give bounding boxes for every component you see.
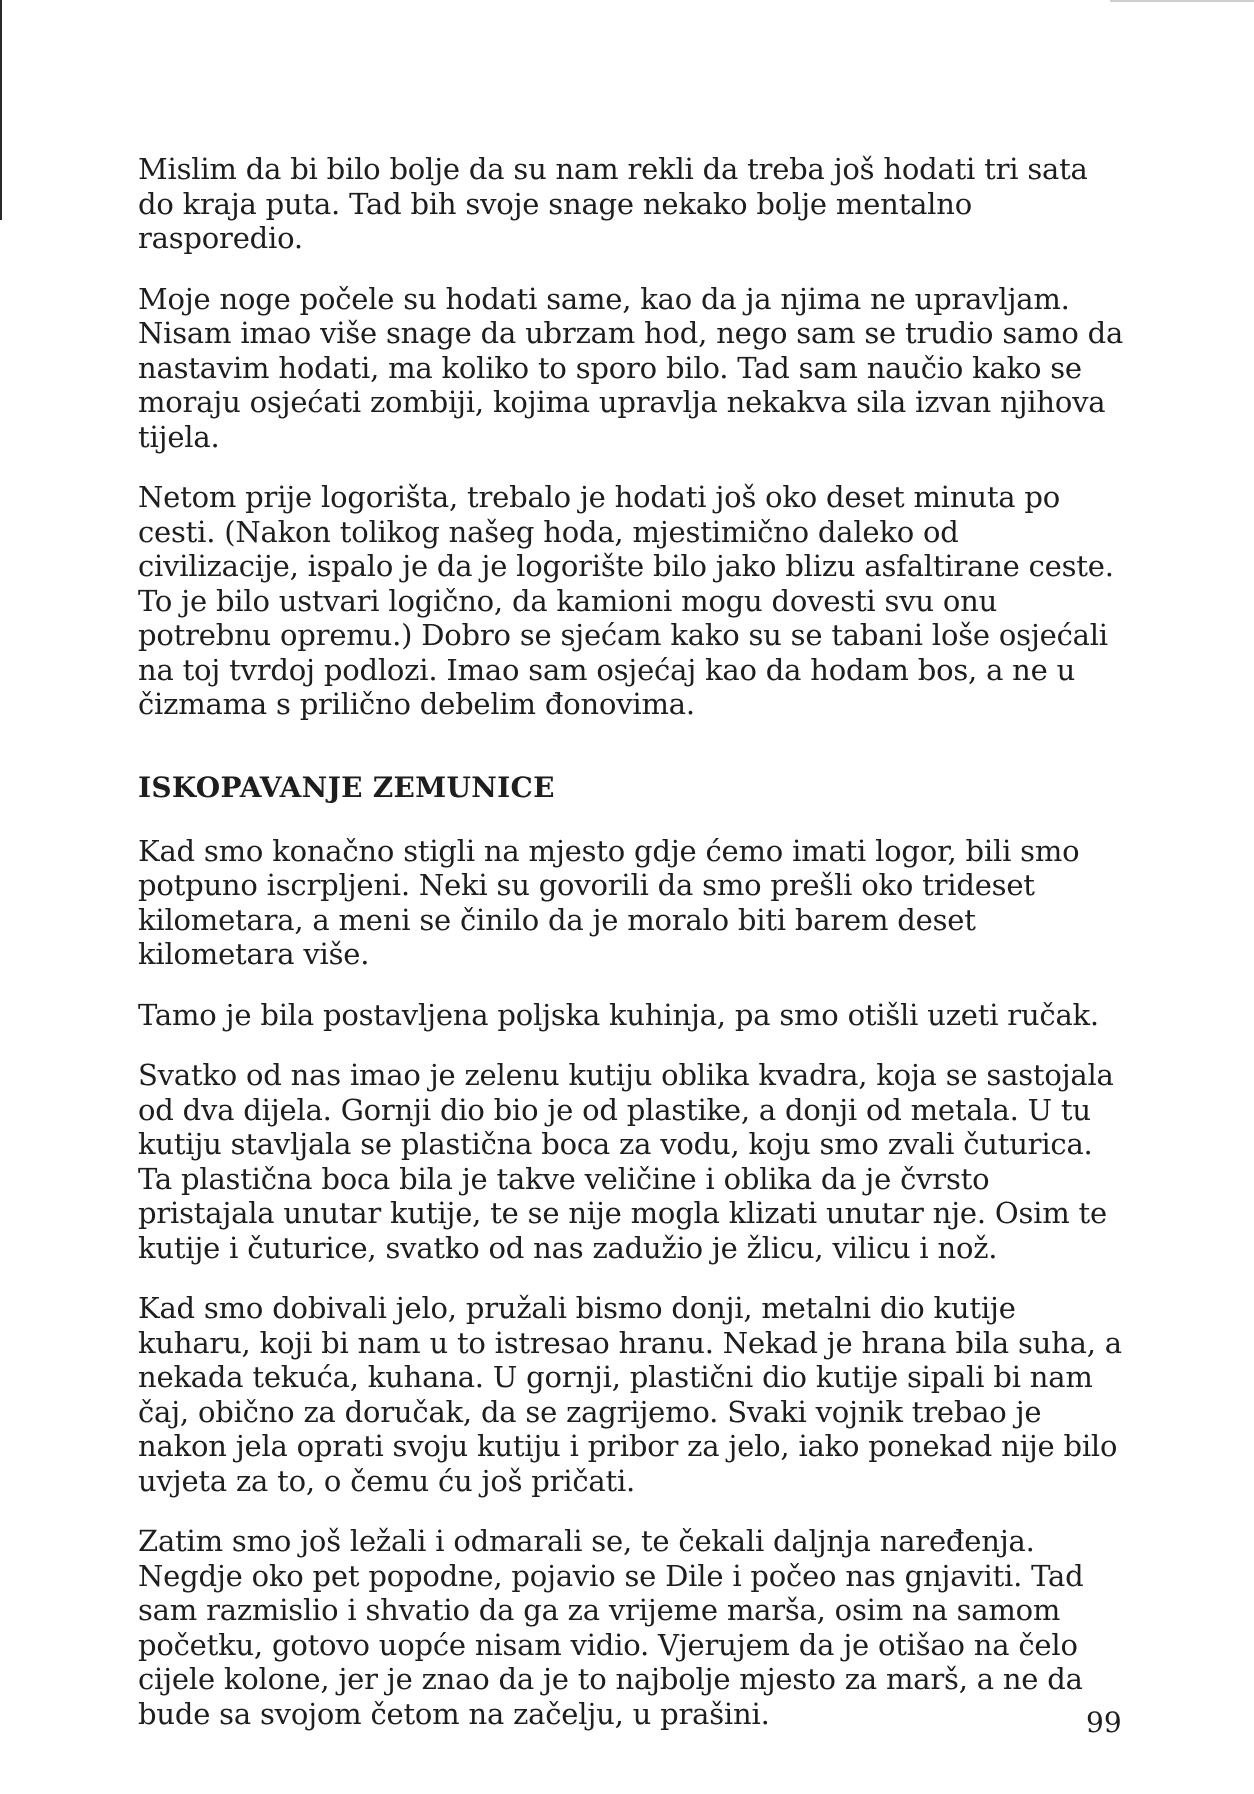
paragraph-3: Netom prije logorišta, trebalo je hodati još oko deset minuta po cesti. (Nakon tolikog našeg hoda, mjestimično daleko od civilizacije, ispalo je da je logorište bilo jako blizu asfaltirane ceste. To je bilo ustvari logično, da kamioni mogu dovesti svu onu potrebnu opremu.) Dobro se sjećam kako su se tabani loše osjećali na toj tvrdoj podlozi. Imao sam osjećaj kao da hodam bos, a ne u čizmama s prilično debelim đonovima. bbox=[138, 480, 1114, 721]
page-number: 99 bbox=[1086, 1706, 1122, 1739]
paragraph-8: Zatim smo još ležali i odmarali se, te čekali daljnja naređenja. Negdje oko pet popodne, pojavio se Dile i počeo nas gnjaviti. Tad sam razmislio i shvatio da ga za vrijeme marša, osim na samom početku, gotovo uopće nisam vidio. Vjerujem da je otišao na čelo cijele kolone, jer je znao da je to najbolje mjesto za marš, a ne da bude sa svojom četom na začelju, u prašini. bbox=[138, 1524, 1084, 1731]
paragraph-2: Moje noge počele su hodati same, kao da ja njima ne upravljam. Nisam imao više snage da ubrzam hod, nego sam se trudio samo da nastavim hodati, ma koliko to sporo bilo. Tad sam naučio kako se moraju osjećati zombiji, kojima upravlja nekakva sila izvan njihova tijela. bbox=[138, 281, 1124, 454]
paragraph-7: Kad smo dobivali jelo, pružali bismo donji, metalni dio kutije kuharu, koji bi nam u to istresao hranu. Nekad je hrana bila suha, a nekada tekuća, kuhana. U gornji, plastični dio kutije sipali bi nam čaj, obično za doručak, da se zagrijemo. Svaki vojnik trebao je nakon jela oprati svoju kutiju i pribor za jelo, iako ponekad nije bilo uvjeta za to, o čemu ću još pričati. bbox=[138, 1291, 1122, 1498]
scan-edge-left bbox=[0, 0, 2, 220]
paragraph-6: Svatko od nas imao je zelenu kutiju oblika kvadra, koja se sastojala od dva dijela. Gornji dio bio je od plastike, a donji od metala. U tu kutiju stavljala se plastična boca za vodu, koju smo zvali čuturica. Ta plastična boca bila je takve veličine i oblika da je čvrsto pristajala unutar kutije, te se nije mogla klizati unutar nje. Osim te kutije i čuturice, svatko od nas zadužio je žlicu, vilicu i nož. bbox=[138, 1058, 1114, 1265]
section-heading: ISKOPAVANJE ZEMUNICE bbox=[138, 770, 555, 804]
paragraph-1: Mislim da bi bilo bolje da su nam rekli da treba još hodati tri sata do kraja puta. Tad bih svoje snage nekako bolje mentalno rasporedio. bbox=[138, 152, 1088, 255]
paragraph-4: Kad smo konačno stigli na mjesto gdje ćemo imati logor, bili smo potpuno iscrpljeni. Neki su govorili da smo prešli oko trideset kilometara, a meni se činilo da je moralo biti barem deset kilometara više. bbox=[138, 833, 1080, 971]
paragraph-5: Tamo je bila postavljena poljska kuhinja, pa smo otišli uzeti ručak. bbox=[138, 997, 1099, 1032]
page-body bbox=[138, 152, 1128, 1757]
scan-edge-top bbox=[1110, 0, 1254, 2]
